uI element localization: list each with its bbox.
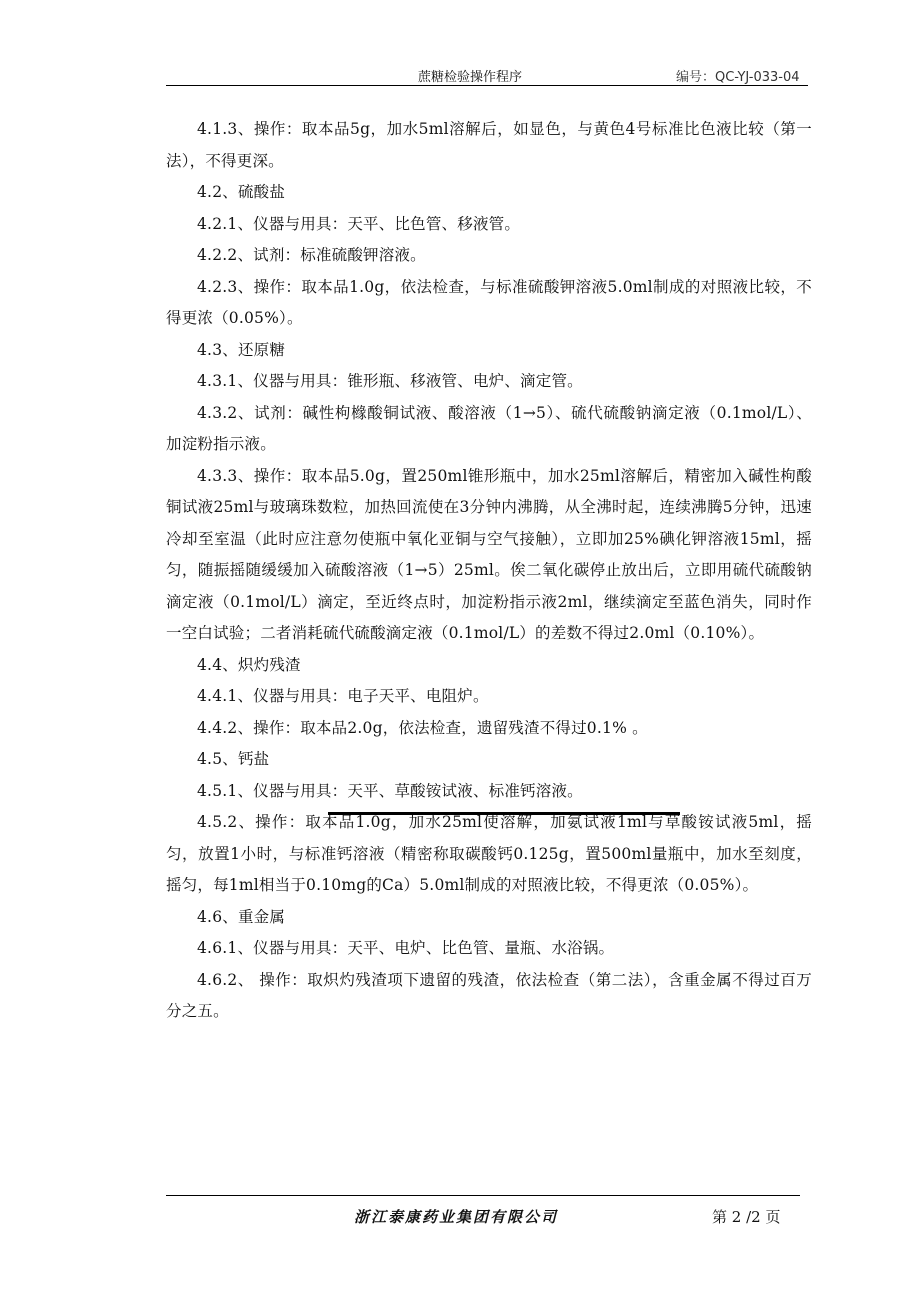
paragraph: 4.2.1、仪器与用具：天平、比色管、移液管。 [197, 214, 521, 233]
section-heading: 4.5、钙盐 [197, 750, 270, 768]
section-heading: 4.2、硫酸盐 [197, 183, 286, 201]
paragraph: 4.5.1、仪器与用具：天平、草酸铵试液、标准钙溶液。 [197, 781, 583, 800]
company-name: 浙江泰康药业集团有限公司 [354, 1208, 559, 1226]
footer-divider [166, 1195, 800, 1196]
document-title: 蔗糖检验操作程序 [418, 70, 523, 85]
paragraph: 4.3.2、试剂：碱性枸橼酸铜试液、酸溶液（1→5）、硫代硫酸钠滴定液（0.1mol/L）、加淀粉指示液。 [166, 403, 812, 453]
document-body [166, 114, 812, 1028]
paragraph: 4.4.2、操作：取本品2.0g，依法检查，遗留残渣不得过0.1% 。 [197, 718, 648, 737]
paragraph: 4.1.3、操作：取本品5g，加水5ml溶解后，如显色，与黄色4号标准比色液比较（第一法），不得更深。 [166, 120, 812, 170]
paragraph: 4.4.1、仪器与用具：电子天平、电阻炉。 [197, 687, 489, 705]
paragraph: 4.2.2、试剂：标准硫酸钾溶液。 [197, 246, 426, 264]
paragraph: 4.3.1、仪器与用具：锥形瓶、移液管、电炉、滴定管。 [197, 372, 583, 390]
page-number: 第 2 /2 页 [712, 1208, 781, 1226]
document-code: 编号：QC-YJ-033-04 [676, 70, 800, 85]
paragraph: 4.3.3、操作：取本品5.0g，置250ml锥形瓶中，加水25ml溶解后，精密加入碱性枸酸铜试液25ml与玻璃珠数粒，加热回流使在3分钟内沸腾，从全沸时起，连续沸腾5分钟，迅速冷却至室温（此时应注意勿使瓶中氧化亚铜与空气接触），立即加25%碘化钾溶液15ml，摇匀，随振摇随缓缓加入硫酸溶液（1→5）25ml。俟二氧化碳停止放出后，立即用硫代硫酸钠滴定液（0.1mol/L）滴定，至近终点时，加淀粉指示液2ml，继续滴定至蓝色消失，同时作一空白试验；二者消耗硫代硫酸滴定液（0.1mol/L）的差数不得过2.0ml（0.10%）。 [166, 466, 812, 642]
paragraph: 4.5.2、操作：取本品1.0g，加水25ml使溶解，加氨试液1ml与草酸铵试液5ml，摇匀，放置1小时，与标准钙溶液（精密称取碳酸钙0.125g，置500ml量瓶中，加水至刻度，摇匀，每1ml相当于0.10mg的Ca）5.0ml制成的对照液比较，不得更浓（0.05%）。 [166, 813, 812, 894]
header-divider [166, 85, 808, 86]
section-heading: 4.3、还原糖 [197, 340, 286, 359]
paragraph: 4.2.3、操作：取本品1.0g，依法检查，与标准硫酸钾溶液5.0ml制成的对照液比较，不得更浓（0.05%）。 [166, 277, 812, 327]
paragraph: 4.6.2、 操作：取炽灼残渣项下遗留的残渣，依法检查（第二法），含重金属不得过百万分之五。 [166, 970, 812, 1020]
end-of-content-rule [328, 812, 680, 815]
section-heading: 4.4、炽灼残渣 [197, 655, 301, 674]
paragraph: 4.6.1、仪器与用具：天平、电炉、比色管、量瓶、水浴锅。 [197, 939, 615, 957]
section-heading: 4.6、重金属 [197, 907, 286, 926]
